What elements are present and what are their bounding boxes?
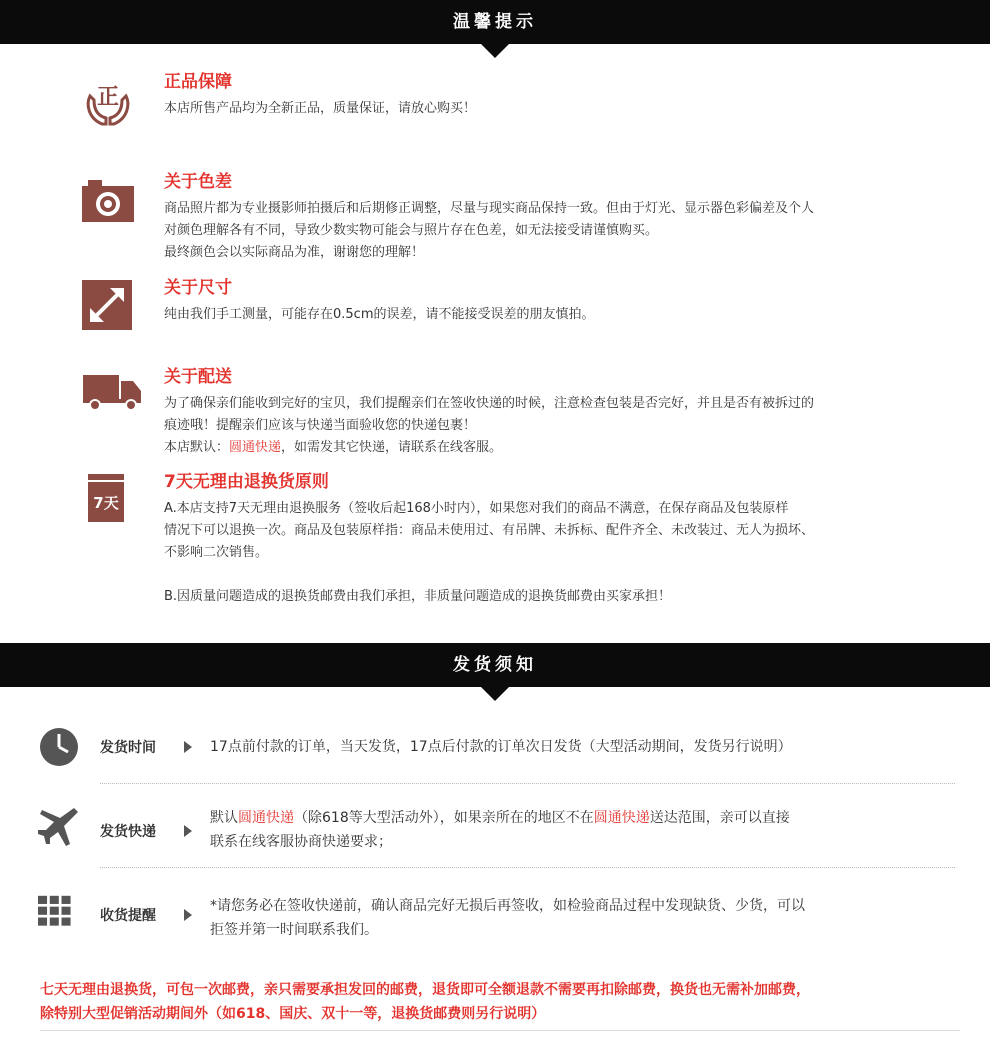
section-title-shipping: 发货须知	[453, 655, 537, 675]
ship-receipt-row	[38, 894, 958, 950]
hands-zheng-icon	[80, 74, 136, 130]
seven-day-calendar-icon	[80, 474, 136, 530]
size-title: 关于尺寸	[164, 278, 232, 298]
return-policy-desc: A.本店支持7天无理由退换服务（签收后起168小时内），如果您对我们的商品不满意，在保存商品及包装原样 情况下可以退换一次。商品及包装原样指：商品未使用过、有吊牌、未拆标、配件齐全、未改装过、无人为损坏、 不影响二次销售。 B.因质量问题造成的退换货邮费由我们承担，非质量问题造成的退换货邮费由买家承担！	[164, 501, 815, 604]
color-diff-title: 关于色差	[164, 172, 232, 192]
ship-time-row	[38, 726, 958, 770]
guarantee-desc: 本店所售产品均为全新正品，质量保证，请放心购买！	[164, 101, 477, 116]
divider	[40, 1030, 960, 1031]
delivery-title: 关于配送	[164, 367, 232, 387]
size-item	[80, 276, 960, 336]
truck-icon	[80, 369, 142, 425]
ship-time-text: 17点前付款的订单，当天发货，17点后付款的订单次日发货（大型活动期间，发货另行说明）	[210, 739, 792, 755]
return-policy-item	[80, 470, 960, 610]
size-desc: 纯由我们手工测量，可能存在0.5cm的误差，请不能接受误差的朋友慎拍。	[164, 307, 595, 322]
svg-text:7天: 7天	[93, 494, 119, 512]
grid-icon	[38, 894, 76, 932]
color-diff-desc: 商品照片都为专业摄影师拍摄后和后期修正调整，尽量与现实商品保持一致。但由于灯光、显示器色彩偏差及个人 对颜色理解各有不同，导致少数实物可能会与照片存在色差，如无法接受请谨慎购买。 最终颜色会以实际商品为准，谢谢您的理解！	[164, 201, 815, 260]
ship-courier-label: 发货快递	[100, 824, 156, 840]
guarantee-title: 正品保障	[164, 72, 232, 92]
clock-icon	[38, 726, 80, 768]
ship-receipt-arrow	[184, 909, 192, 921]
return-policy-title: 7天无理由退换货原则	[164, 472, 329, 492]
ship-time-label: 发货时间	[100, 740, 156, 756]
default-courier: 圆通快递	[229, 440, 282, 455]
ship-courier-row	[38, 806, 958, 862]
ship-receipt-text: *请您务必在签收快递前，确认商品完好无损后再签收，如检验商品过程中发现缺货、少货，可以 拒签并第一时间联系我们。	[210, 898, 805, 938]
divider	[100, 783, 955, 784]
header-bar-tips	[0, 0, 990, 44]
guarantee-item	[80, 70, 960, 130]
return-shipping-policy: 七天无理由退换货，可包一次邮费，亲只需要承担发回的邮费，退货即可全额退款不需要再扣除邮费，换货也无需补加邮费， 除特别大型促销活动期间外（如618、国庆、双十一等，退换货邮费则另行说明）	[40, 982, 810, 1022]
delivery-desc: 为了确保亲们能收到完好的宝贝，我们提醒亲们在签收快递的时候，注意检查包装是否完好，并且是否有被拆过的 痕迹哦！提醒亲们应该与快递当面验收您的快递包裹！ 本店默认：圆通快递，如需发其它快递，请联系在线客服。	[164, 396, 815, 455]
delivery-item	[80, 365, 960, 455]
header-bar-shipping	[0, 643, 990, 687]
ship-courier-text: 默认圆通快递（除618等大型活动外），如果亲所在的地区不在圆通快递送达范围，亲可以直接 联系在线客服协商快递要求；	[210, 810, 790, 850]
section-title-tips: 温馨提示	[453, 12, 537, 32]
svg-text:正: 正	[96, 85, 120, 110]
airplane-icon	[38, 806, 80, 848]
color-diff-item	[80, 170, 960, 260]
ship-time-arrow	[184, 741, 192, 753]
resize-arrow-icon	[80, 280, 136, 336]
camera-icon	[80, 174, 136, 230]
divider	[100, 867, 955, 868]
ship-courier-arrow	[184, 825, 192, 837]
ship-receipt-label: 收货提醒	[100, 908, 156, 924]
